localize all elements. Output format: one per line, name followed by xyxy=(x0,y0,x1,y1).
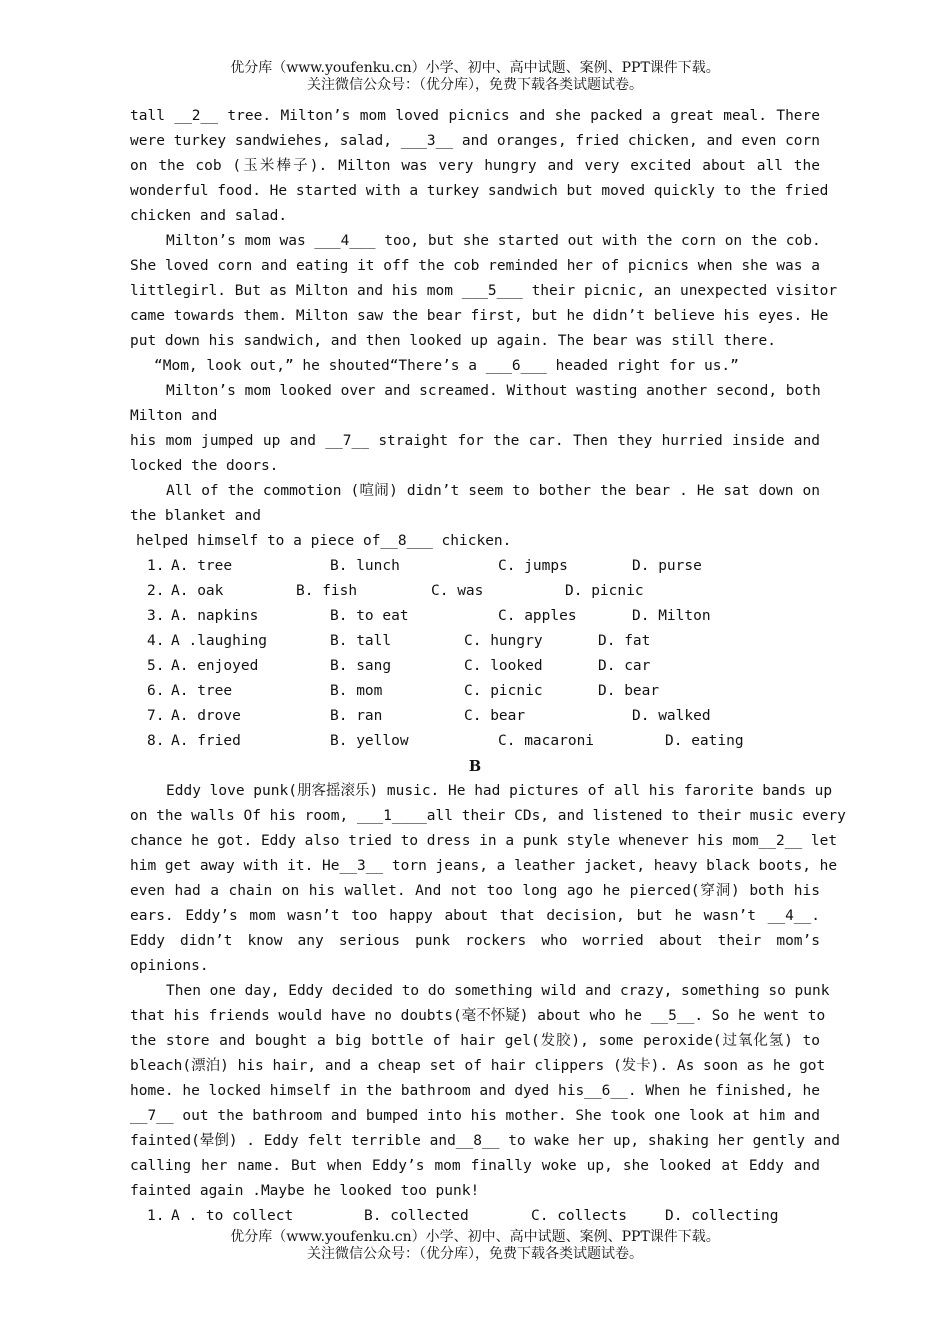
passage-b-line: fainted again .Maybe he looked too punk! xyxy=(130,1183,480,1199)
option-a: A. oak xyxy=(171,583,224,599)
question-row xyxy=(130,629,820,654)
option-c: C. collects xyxy=(531,1208,628,1224)
question-row xyxy=(130,654,820,679)
option-d: D. car xyxy=(598,658,651,674)
passage-a-line: littlegirl. But as Milton and his mom ___5___ their picnic, an unexpected visitor xyxy=(130,283,838,299)
option-b: B. ran xyxy=(330,708,383,724)
option-b: B. sang xyxy=(330,658,392,674)
passage-b-line: calling her name. But when Eddy’s mom finally woke up, she looked at Eddy and xyxy=(130,1158,820,1174)
option-d: D. walked xyxy=(632,708,711,724)
passage-a-line: came towards them. Milton saw the bear first, but he didn’t believe his eyes. He xyxy=(130,308,829,324)
passage-b-line: the store and bought a big bottle of hair gel(发胶), some peroxide(过氧化氢) to xyxy=(130,1033,820,1049)
passage-a-line: wonderful food. He started with a turkey sandwich but moved quickly to the fried xyxy=(130,183,829,199)
section-b-title: B xyxy=(468,758,482,775)
option-b: B. to eat xyxy=(330,608,409,624)
option-d: D. purse xyxy=(632,558,702,574)
option-b: B. mom xyxy=(330,683,383,699)
passage-a-line: the blanket and xyxy=(130,508,261,524)
option-a: A .laughing xyxy=(171,633,268,649)
passage-a-line: She loved corn and eating it off the cob reminded her of picnics when she was a xyxy=(130,258,820,274)
question-number: 4. xyxy=(147,633,165,649)
option-a: A. drove xyxy=(171,708,241,724)
option-c: C. jumps xyxy=(498,558,568,574)
footer-line-1: 优分库（www.youfenku.cn）小学、初中、高中试题、案例、PPT课件下载。 xyxy=(230,1229,720,1245)
passage-a-line: “Mom, look out,” he shouted“There’s a ___6___ headed right for us.” xyxy=(154,358,739,374)
passage-b-line: even had a chain on his wallet. And not too long ago he pierced(穿洞) both his xyxy=(130,883,820,899)
passage-a-line: his mom jumped up and __7__ straight for the car. Then they hurried inside and xyxy=(130,433,820,449)
option-c: C. macaroni xyxy=(498,733,595,749)
option-a: A . to collect xyxy=(171,1208,294,1224)
option-a: A. napkins xyxy=(171,608,259,624)
option-a: A. tree xyxy=(171,683,233,699)
question-row xyxy=(130,554,820,579)
question-number: 5. xyxy=(147,658,165,674)
passage-a-line: Milton’s mom looked over and screamed. Without wasting another second, both xyxy=(166,383,821,399)
passage-a-line: on the cob (玉米棒子). Milton was very hungry and very excited about all the xyxy=(130,158,820,174)
passage-b-line: Eddy love punk(朋客摇滚乐) music. He had pictures of all his farorite bands up xyxy=(166,783,833,799)
passage-a-line: Milton and xyxy=(130,408,218,424)
option-c: C. was xyxy=(431,583,484,599)
option-b: B. yellow xyxy=(330,733,409,749)
option-c: C. picnic xyxy=(464,683,543,699)
passage-b-line: chance he got. Eddy also tried to dress in a punk style whenever his mom__2__ let xyxy=(130,833,838,849)
option-b: B. tall xyxy=(330,633,392,649)
passage-b-line: opinions. xyxy=(130,958,209,974)
option-d: D. collecting xyxy=(665,1208,779,1224)
passage-a-line: tall __2__ tree. Milton’s mom loved picnics and she packed a great meal. There xyxy=(130,108,820,124)
passage-a-line: chicken and salad. xyxy=(130,208,288,224)
option-a: A. enjoyed xyxy=(171,658,259,674)
question-row xyxy=(130,1204,820,1229)
question-number: 3. xyxy=(147,608,165,624)
passage-b-line: ears. Eddy’s mom wasn’t too happy about that decision, but he wasn’t __4__. xyxy=(130,908,820,924)
question-number: 7. xyxy=(147,708,165,724)
passage-b-line: home. he locked himself in the bathroom and dyed his__6__. When he finished, he xyxy=(130,1083,820,1099)
option-c: C. apples xyxy=(498,608,577,624)
question-row xyxy=(130,704,820,729)
option-c: C. hungry xyxy=(464,633,543,649)
header-line-1: 优分库（www.youfenku.cn）小学、初中、高中试题、案例、PPT课件下载。 xyxy=(230,60,720,76)
option-b: B. lunch xyxy=(330,558,400,574)
option-b: B. fish xyxy=(296,583,358,599)
passage-a-line: locked the doors. xyxy=(130,458,279,474)
option-c: C. bear xyxy=(464,708,526,724)
passage-a-line: put down his sandwich, and then looked up again. The bear was still there. xyxy=(130,333,777,349)
passage-b-line: him get away with it. He__3__ torn jeans, a leather jacket, heavy black boots, he xyxy=(130,858,838,874)
passage-b-line: bleach(漂泊) his hair, and a cheap set of hair clippers (发卡). As soon as he got xyxy=(130,1058,826,1074)
question-number: 6. xyxy=(147,683,165,699)
option-d: D. fat xyxy=(598,633,651,649)
page-footer xyxy=(0,1229,950,1263)
option-b: B. collected xyxy=(364,1208,469,1224)
page-header xyxy=(0,60,950,94)
document-body xyxy=(130,104,846,1229)
header-line-2: 关注微信公众号：（优分库），免费下载各类试题试卷。 xyxy=(307,77,643,93)
passage-a-line: were turkey sandwiehes, salad, ___3__ and oranges, fried chicken, and even corn xyxy=(130,133,820,149)
footer-line-2: 关注微信公众号：（优分库），免费下载各类试题试卷。 xyxy=(307,1246,643,1262)
option-a: A. tree xyxy=(171,558,233,574)
passage-b-line: Then one day, Eddy decided to do something wild and crazy, something so punk xyxy=(166,983,830,999)
question-row xyxy=(130,679,820,704)
question-number: 8. xyxy=(147,733,165,749)
passage-a-line: All of the commotion (喧闹) didn’t seem to bother the bear . He sat down on xyxy=(166,483,820,499)
passage-b-line: on the walls Of his room, ___1____all their CDs, and listened to their music every xyxy=(130,808,846,824)
question-row xyxy=(130,729,820,754)
question-row xyxy=(130,604,820,629)
option-c: C. looked xyxy=(464,658,543,674)
passage-b-line: fainted(晕倒) . Eddy felt terrible and__8__ to wake her up, shaking her gently and xyxy=(130,1133,840,1149)
option-d: D. Milton xyxy=(632,608,711,624)
option-d: D. picnic xyxy=(565,583,644,599)
question-number: 2. xyxy=(147,583,165,599)
passage-b-line: that his friends would have no doubts(毫不怀疑) about who he __5__. So he went to xyxy=(130,1008,826,1024)
question-number: 1. xyxy=(147,558,165,574)
passage-a-line: helped himself to a piece of__8___ chicken. xyxy=(136,533,512,549)
option-a: A. fried xyxy=(171,733,241,749)
option-d: D. eating xyxy=(665,733,744,749)
passage-b-line: Eddy didn’t know any serious punk rockers who worried about their mom’s xyxy=(130,933,820,949)
passage-a-line: Milton’s mom was ___4___ too, but she started out with the corn on the cob. xyxy=(166,233,821,249)
passage-b-line: __7__ out the bathroom and bumped into his mother. She took one look at him and xyxy=(130,1108,820,1124)
option-d: D. bear xyxy=(598,683,660,699)
question-row xyxy=(130,579,820,604)
question-number: 1. xyxy=(147,1208,165,1224)
